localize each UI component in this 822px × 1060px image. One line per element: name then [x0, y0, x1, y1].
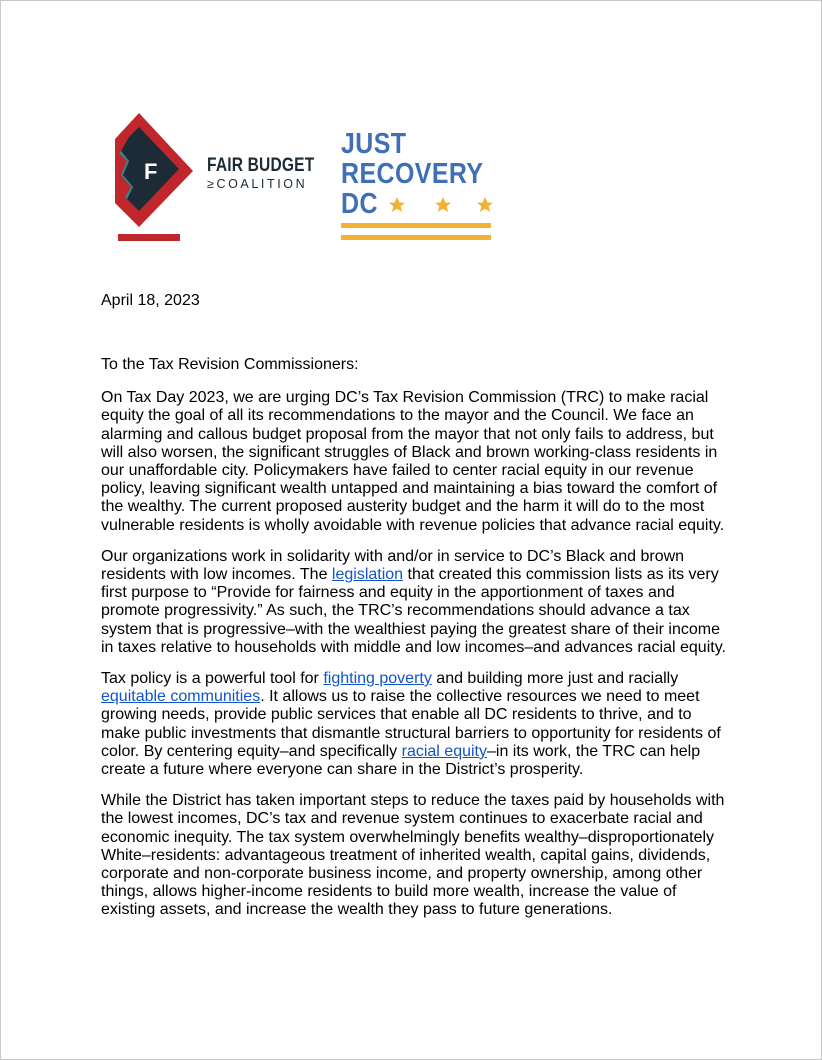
fbc-mark-letter: F [144, 159, 158, 184]
jr-gold-bar-bottom [341, 235, 491, 240]
p2-text-b: that created this commission lists as its very first purpose to “Provide for fairness and equity in the apportionment of taxes and promote progressivity.” As such, the TRC’s recommendations should advance a tax system that is progressive–with the wealthiest paying the greatest share of their income in taxes relative to households with middle and low incomes–and advances racial equity. [101, 566, 726, 656]
legislation-link[interactable]: legislation [331, 566, 404, 584]
equitable-communities-link[interactable]: equitable communities [101, 688, 261, 706]
star-icon [435, 197, 451, 212]
jr-gold-bar-top [341, 223, 491, 228]
racial-equity-link[interactable]: racial equity [401, 742, 487, 760]
p3-text-c: . It allows us to raise the collective resources we need to meet growing needs, provide public services that enable all DC residents to thrive, and to make public investments that dismantle structural barriers to opportunity for residents of color. By centering equity–and specifically [101, 688, 721, 760]
just-recovery-dc-logo [341, 129, 497, 245]
star-icon [477, 197, 493, 212]
star-icon-row [387, 191, 497, 217]
star-icon [389, 197, 405, 212]
fbc-wordmark [207, 156, 338, 191]
jr-wordmark-line1: JUST [341, 128, 407, 160]
paragraph-3 [101, 670, 731, 779]
salutation: To the Tax Revision Commissioners: [101, 356, 359, 373]
p3-text-a: Tax policy is a powerful tool for [101, 670, 324, 688]
fbc-wordmark-line1: FAIR BUDGET [207, 155, 315, 176]
paragraph-4: While the District has taken important steps to reduce the taxes paid by households with the lowest incomes, DC’s tax and revenue system continues to exacerbate racial and economic inequity. The tax system overwhelmingly benefits wealthy–disproportionately White–residents: advantageous treatment of inherited wealth, capital gains, dividends, corporate and non-corporate business income, and property ownership, among other things, allows higher-income residents to build more wealth, increase the value of existing assets, and increase the wealth they pass to future generations. [101, 792, 725, 919]
jr-wordmark-line2: RECOVERY [341, 158, 484, 190]
fbc-wordmark-line2: ≥COALITION [207, 177, 308, 191]
p3-text-d: –in its work, the TRC can help create a future where everyone can share in the District’s prosperity. [101, 742, 701, 779]
letter-date: April 18, 2023 [101, 292, 200, 309]
p3-text-b: and building more just and racially [431, 670, 679, 688]
paragraph-1: On Tax Day 2023, we are urging DC’s Tax Revision Commission (TRC) to make racial equity the goal of all its recommendations to the mayor and the Council. We face an alarming and callous budget proposal from the mayor that not only fails to address, but will also worsen, the significant struggles of Black and brown working-class residents in our unaffordable city. Policymakers have failed to center racial equity in our revenue policy, leaving significant wealth untapped and maintaining a bias toward the comfort of the wealthy. The current proposed austerity budget and the harm it will do to the most vulnerable residents is wholly avoidable with revenue policies that advance racial equity. [101, 389, 725, 534]
paragraph-2 [101, 548, 731, 657]
p2-text-a: Our organizations work in solidarity with and/or in service to DC’s Black and brown residents with low incomes. The [101, 547, 685, 584]
letter-body [101, 356, 731, 933]
jr-wordmark-line3: DC [341, 188, 378, 220]
fighting-poverty-link[interactable]: fighting poverty [323, 670, 432, 688]
